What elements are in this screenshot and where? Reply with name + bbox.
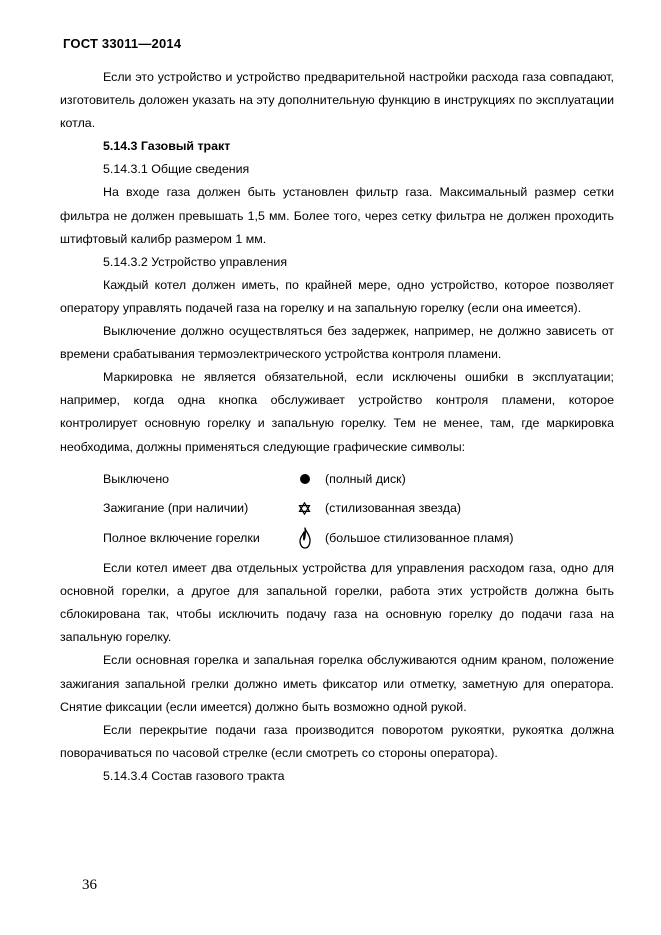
- document-header: ГОСТ 33011—2014: [63, 36, 182, 51]
- symbol-description: (стилизованная звезда): [325, 501, 461, 516]
- symbol-row: [60, 465, 614, 495]
- symbol-row: [60, 524, 614, 554]
- section-heading: 5.14.3 Газовый тракт: [103, 139, 231, 154]
- symbol-row: [60, 494, 614, 524]
- document-body: [60, 66, 614, 788]
- graphic-symbols-list: [60, 465, 614, 554]
- symbol-label: Зажигание (при наличии): [103, 501, 249, 516]
- paragraph: Каждый котел должен иметь, по крайней мере, одно устройство, которое позволяет оператору управлять подачей газа на горелку и на запальную горелку (если она имеется).: [60, 277, 614, 315]
- symbol-description: (большое стилизованное пламя): [325, 530, 514, 545]
- paragraph: Если котел имеет два отдельных устройства для управления расходом газа, одно для основной горелки, а другое для запальной горелки, работа этих устройств должна быть сблокирована так, чтобы исключить подачу газа на основную горелку до подачи газа на запальную горелку.: [60, 561, 614, 645]
- paragraph: Маркировка не является обязательной, если исключены ошибки в эксплуатации; например, когда одна кнопка обслуживает устройство контроля пламени, которое контролирует основную горелку и запальную горелку. Тем не менее, там, где маркировка необходима, должны применяться следующие графические символы:: [60, 370, 614, 454]
- filled-disc-icon: [284, 473, 325, 485]
- subsection-heading: 5.14.3.2 Устройство управления: [103, 254, 288, 269]
- subsection-heading: 5.14.3.1 Общие сведения: [103, 162, 250, 177]
- symbol-label: Полное включение горелки: [103, 530, 260, 545]
- symbol-description: (полный диск): [325, 471, 406, 486]
- paragraph: Если перекрытие подачи газа производится поворотом рукоятки, рукоятка должна поворачиваться по часовой стрелке (если смотреть со стороны оператора).: [60, 722, 614, 760]
- flame-icon: [284, 527, 325, 549]
- paragraph: На входе газа должен быть установлен фильтр газа. Максимальный размер сетки фильтра не должен превышать 1,5 мм. Более того, через сетку фильтра не должен проходить штифтовый калибр размером 1 мм.: [60, 185, 614, 246]
- paragraph: Если это устройство и устройство предварительной настройки расхода газа совпадают, изготовитель доложен указать на эту дополнительную функцию в инструкциях по эксплуатации котла.: [60, 70, 614, 131]
- symbol-label: Выключено: [103, 471, 170, 486]
- page-number: 36: [82, 877, 97, 893]
- star-icon: [284, 502, 325, 515]
- paragraph: Если основная горелка и запальная горелка обслуживаются одним краном, положение зажигания запальной грелки должно иметь фиксатор или отметку, заметную для оператора. Снятие фиксации (если имеется) должно быть возможно одной рукой.: [60, 653, 614, 714]
- paragraph: Выключение должно осуществляться без задержек, например, не должно зависеть от времени срабатывания термоэлектрического устройства контроля пламени.: [60, 324, 614, 362]
- subsection-heading: 5.14.3.4 Состав газового тракта: [103, 768, 285, 783]
